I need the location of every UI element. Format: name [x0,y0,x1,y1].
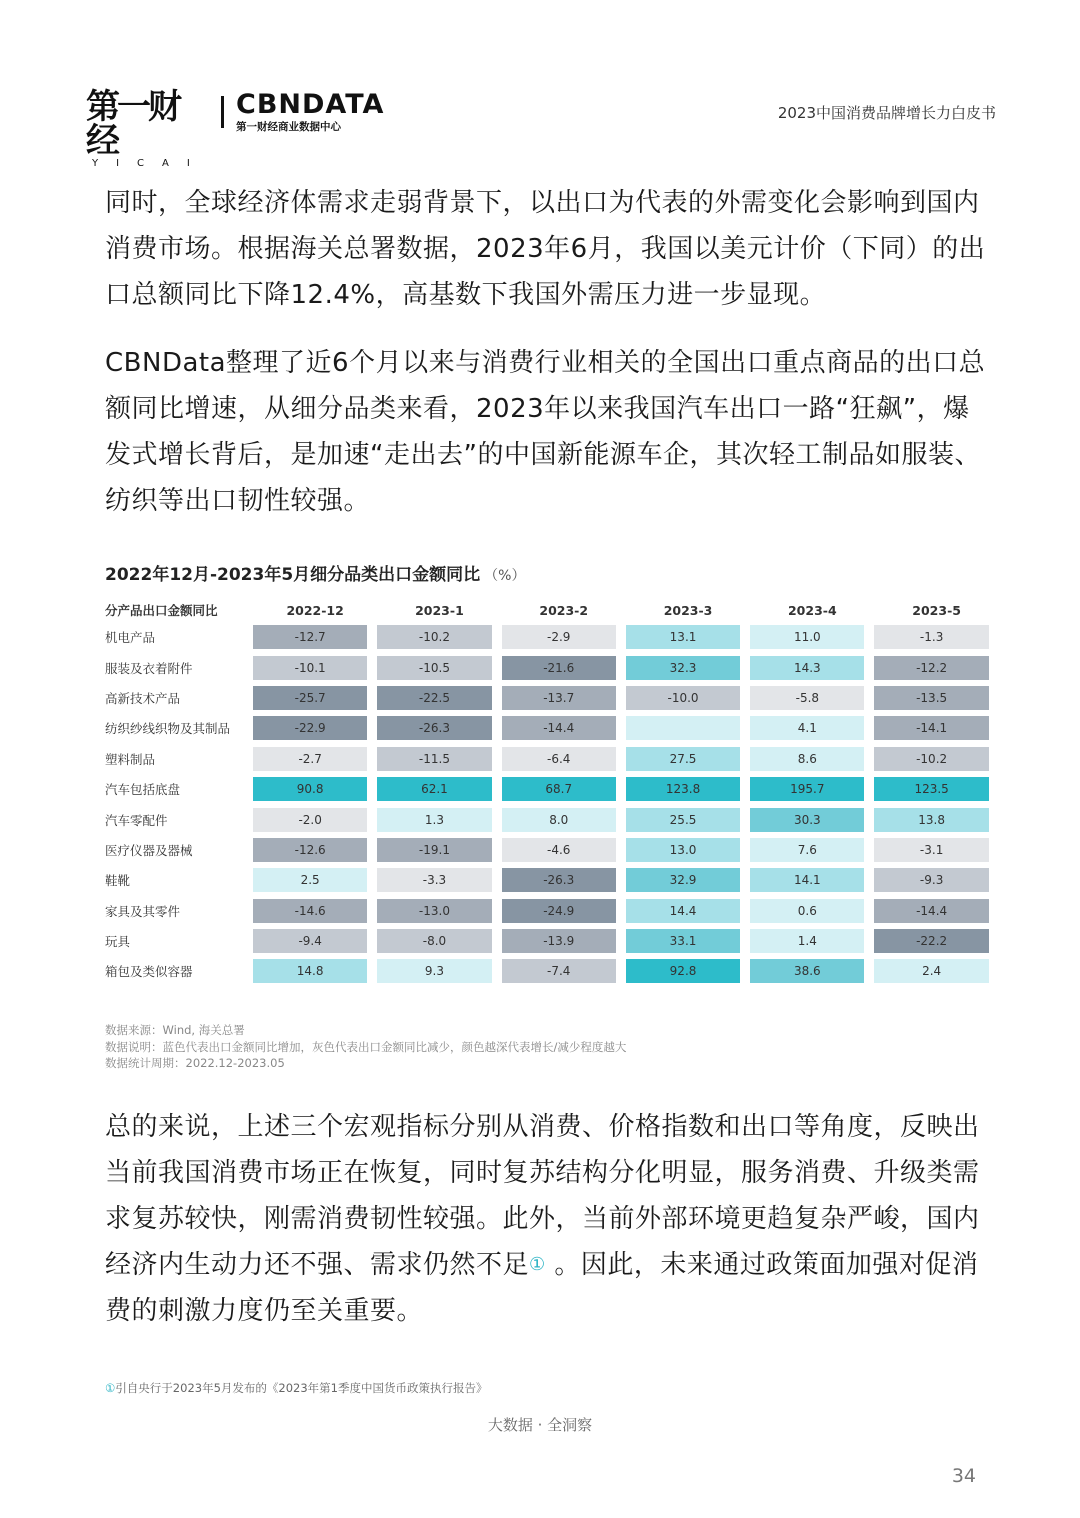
heatmap-cell-value: 9.3 [377,959,491,983]
page-header [86,87,996,169]
heatmap-cell [874,926,998,956]
heatmap-cell-value: 38.6 [750,959,864,983]
heatmap-cell [502,835,626,865]
heatmap-cell [626,622,750,652]
heatmap-cell-value: 2.5 [253,868,367,892]
heatmap-cell [874,774,998,804]
heatmap-cell [502,713,626,743]
heatmap-cell [253,835,377,865]
heatmap-row-label: 汽车包括底盘 [105,782,181,798]
heatmap-cell [377,744,501,774]
heatmap-row-label: 箱包及类似容器 [105,964,193,980]
heatmap-row-label: 塑料制品 [105,751,156,767]
heatmap-cell-value: 14.1 [750,868,864,892]
heatmap-cell-value: 8.6 [750,747,864,771]
heatmap-cell [874,835,998,865]
heatmap-cell [502,956,626,986]
heatmap-cell-value: -4.6 [502,838,616,862]
heatmap-cell-value: 1.3 [377,808,491,832]
footnote-reference-marker[interactable]: ① [529,1254,546,1275]
heatmap-row [105,804,999,834]
heatmap-row [105,652,999,682]
heatmap-cell-value: 14.8 [253,959,367,983]
heatmap-cell-value [626,716,740,740]
heatmap-cell-value: 8.0 [502,808,616,832]
heatmap-row-label: 鞋靴 [105,873,131,889]
heatmap-cell-value: -6.4 [502,747,616,771]
heatmap-row-label: 高新技术产品 [105,690,181,706]
heatmap-cell [750,652,874,682]
heatmap-row-label: 汽车零配件 [105,812,168,828]
heatmap-cell-value: 2.4 [874,959,988,983]
heatmap-cell-value: 13.1 [626,625,740,649]
summary-text-part2: 。因此，未来通过政策面加强对促消费的刺激力度仍至关重要。 [105,1250,979,1326]
heatmap-row [105,956,999,986]
heatmap-cell-value: -2.9 [502,625,616,649]
heatmap-row-label: 纺织纱线织物及其制品 [105,721,231,737]
paragraph-export-demand: 同时，全球经济体需求走弱背景下，以出口为代表的外需变化会影响到国内消费市场。根据海关总署数据，2023年6月，我国以美元计价（下同）的出口总额同比下降12.4%，高基数下我国外需压力进一步显现。 [105,188,986,310]
heatmap-row-label: 机电产品 [105,630,156,646]
heatmap-cell-value: -10.0 [626,686,740,710]
chart-note-source: 数据来源：Wind, 海关总署 [105,1023,245,1037]
paragraph-summary [105,1104,995,1334]
heatmap-cell-value: -2.0 [253,808,367,832]
heatmap-cell [377,896,501,926]
heatmap-cell-value: -12.6 [253,838,367,862]
heatmap-cell [253,744,377,774]
heatmap-cell [750,744,874,774]
heatmap-cell [626,774,750,804]
heatmap-cell-value: 30.3 [750,808,864,832]
heatmap-cell-value: -3.1 [874,838,988,862]
heatmap-cell-value: 33.1 [626,929,740,953]
heatmap-cell-value: 195.7 [750,777,864,801]
heatmap-cell-value: -13.5 [874,686,988,710]
heatmap-cell [253,622,377,652]
heatmap-cell [377,956,501,986]
export-heatmap-table [105,598,999,987]
heatmap-cell-value: 32.9 [626,868,740,892]
heatmap-row-label: 玩具 [105,934,131,950]
heatmap-cell-value: 92.8 [626,959,740,983]
yicai-logo-en: YICAI [92,158,208,169]
heatmap-cell-value: -10.1 [253,656,367,680]
heatmap-cell-value: 62.1 [377,777,491,801]
heatmap-row [105,713,999,743]
heatmap-row-label: 医疗仪器及器械 [105,842,193,858]
heatmap-cell [253,926,377,956]
heatmap-cell-value: 14.4 [626,899,740,923]
heatmap-cell-value: -1.3 [874,625,988,649]
heatmap-cell [253,652,377,682]
heatmap-cell [874,622,998,652]
heatmap-cell [874,744,998,774]
heatmap-cell [253,896,377,926]
chart-title [105,560,525,585]
heatmap-cell [626,652,750,682]
heatmap-cell-value: 25.5 [626,808,740,832]
heatmap-cell [750,865,874,895]
heatmap-cell-value: 32.3 [626,656,740,680]
heatmap-cell-value: -22.2 [874,929,988,953]
heatmap-cell [502,744,626,774]
heatmap-cell-value: 13.0 [626,838,740,862]
heatmap-cell-value: -22.5 [377,686,491,710]
heatmap-cell-value: -25.7 [253,686,367,710]
heatmap-cell [626,804,750,834]
heatmap-column-header: 2023-4 [787,602,837,618]
heatmap-row-label: 家具及其零件 [105,903,181,919]
heatmap-cell-value: -2.7 [253,747,367,771]
heatmap-header-row [105,598,999,622]
heatmap-cell [253,683,377,713]
heatmap-cell-value: -12.7 [253,625,367,649]
heatmap-cell-value: -26.3 [502,868,616,892]
heatmap-cell-value: -9.3 [874,868,988,892]
chart-note-period: 数据统计周期：2022.12-2023.05 [105,1056,285,1070]
heatmap-cell-value: 13.8 [874,808,988,832]
heatmap-cell [502,622,626,652]
heatmap-cell [502,804,626,834]
heatmap-cell [750,774,874,804]
heatmap-cell [377,865,501,895]
heatmap-cell-value: 68.7 [502,777,616,801]
heatmap-cell [253,865,377,895]
heatmap-cell-value: -26.3 [377,716,491,740]
heatmap-row-label: 服装及衣着附件 [105,660,193,676]
heatmap-cell [750,956,874,986]
page-number: 34 [951,1465,976,1487]
heatmap-column-header: 2023-3 [663,602,713,618]
heatmap-cell [626,956,750,986]
heatmap-row [105,865,999,895]
heatmap-cell-value: -7.4 [502,959,616,983]
heatmap-cell [750,835,874,865]
heatmap-cell-value: -14.4 [874,899,988,923]
heatmap-cell-value: 90.8 [253,777,367,801]
heatmap-cell-value: 123.5 [874,777,988,801]
heatmap-cell [750,713,874,743]
heatmap-cell [626,896,750,926]
heatmap-cell [874,896,998,926]
heatmap-body [105,622,999,987]
heatmap-row [105,926,999,956]
heatmap-cell-value: -22.9 [253,716,367,740]
heatmap-cell-value: 0.6 [750,899,864,923]
heatmap-cell [874,956,998,986]
heatmap-cell [874,683,998,713]
heatmap-cell [626,926,750,956]
heatmap-cell-value: 4.1 [750,716,864,740]
heatmap-cell-value: -21.6 [502,656,616,680]
heatmap-cell-value: 14.3 [750,656,864,680]
heatmap-cell [874,652,998,682]
chart-title-text: 2022年12月-2023年5月细分品类出口金额同比 [105,565,481,585]
heatmap-cell [377,804,501,834]
heatmap-cell-value: -10.2 [874,747,988,771]
heatmap-cell [750,622,874,652]
heatmap-cell [502,774,626,804]
heatmap-cell-value: -5.8 [750,686,864,710]
heatmap-row-header: 分产品出口金额同比 [105,603,218,618]
heatmap-cell [377,774,501,804]
yicai-logo [86,87,208,169]
document-title: 2023中国消费品牌增长力白皮书 [777,104,996,122]
heatmap-cell-value: -14.4 [502,716,616,740]
heatmap-cell [253,956,377,986]
heatmap-column-header: 2023-2 [539,602,589,618]
heatmap-row [105,622,999,652]
heatmap-row [105,774,999,804]
heatmap-cell-value: -9.4 [253,929,367,953]
chart-notes [105,1022,626,1072]
heatmap-cell [377,835,501,865]
heatmap-cell [874,865,998,895]
yicai-logo-text: 第一财经 [86,87,179,161]
heatmap-cell [377,652,501,682]
heatmap-cell-value: -13.9 [502,929,616,953]
heatmap-cell [377,713,501,743]
heatmap-cell [502,683,626,713]
heatmap-cell [253,774,377,804]
footnote-text: 引自央行于2023年5月发布的《2023年第1季度中国货币政策执行报告》 [115,1381,488,1395]
heatmap-cell-value: -14.6 [253,899,367,923]
footnote [105,1380,487,1396]
heatmap-cell [750,926,874,956]
heatmap-column-header: 2022-12 [286,602,344,618]
cbndata-logo-subtitle: 第一财经商业数据中心 [236,121,341,133]
heatmap-cell-value: -10.5 [377,656,491,680]
heatmap-column-header: 2023-5 [912,602,961,618]
heatmap-cell [874,804,998,834]
heatmap-cell [502,652,626,682]
heatmap-cell [626,865,750,895]
chart-note-explanation: 数据说明：蓝色代表出口金额同比增加，灰色代表出口金额同比减少，颜色越深代表增长/减少程度越大 [105,1039,627,1054]
footer-tagline: 大数据 · 全洞察 [487,1416,593,1434]
heatmap-row [105,744,999,774]
heatmap-cell-value: -14.1 [874,716,988,740]
heatmap-cell [626,835,750,865]
heatmap-cell [750,896,874,926]
paragraph-export-categories: CBNData整理了近6个月以来与消费行业相关的全国出口重点商品的出口总额同比增速，从细分品类来看，2023年以来我国汽车出口一路“狂飙”，爆发式增长背后，是加速“走出去”的中国新能源车企，其次轻工制品如服装、纺织等出口韧性较强。 [105,348,986,516]
heatmap-cell [502,865,626,895]
heatmap-cell [253,804,377,834]
heatmap-cell [377,683,501,713]
heatmap-cell [750,683,874,713]
heatmap-cell-value: 27.5 [626,747,740,771]
heatmap-cell-value: 11.0 [750,625,864,649]
heatmap-cell [253,713,377,743]
heatmap-cell-value: -13.0 [377,899,491,923]
footnote-marker: ① [105,1381,116,1395]
heatmap-cell [502,926,626,956]
heatmap-cell-value: -12.2 [874,656,988,680]
heatmap-cell [626,744,750,774]
heatmap-row [105,683,999,713]
heatmap-cell [502,896,626,926]
cbndata-logo-text: CBNDATA [236,89,385,120]
heatmap-cell-value: -8.0 [377,929,491,953]
heatmap-column-header: 2023-1 [415,602,464,618]
heatmap-cell [377,926,501,956]
chart-unit: （%） [484,568,526,584]
heatmap-cell-value: -11.5 [377,747,491,771]
heatmap-cell-value: 1.4 [750,929,864,953]
heatmap-cell-value: 7.6 [750,838,864,862]
heatmap-cell-value: -19.1 [377,838,491,862]
logo-divider [221,96,224,128]
heatmap-cell-value: -10.2 [377,625,491,649]
heatmap-row [105,896,999,926]
heatmap-cell [750,804,874,834]
heatmap-row [105,835,999,865]
heatmap-cell-value: -24.9 [502,899,616,923]
heatmap-cell-value: -3.3 [377,868,491,892]
heatmap-cell [377,622,501,652]
cbndata-logo [236,90,384,134]
heatmap-cell-value: 123.8 [626,777,740,801]
heatmap-cell-value: -13.7 [502,686,616,710]
heatmap-cell [626,713,750,743]
summary-text-part1: 总的来说，上述三个宏观指标分别从消费、价格指数和出口等角度，反映出当前我国消费市场正在恢复，同时复苏结构分化明显，服务消费、升级类需求复苏较快，刚需消费韧性较强。此外，当前外部环境更趋复杂严峻，国内经济内生动力还不强、需求仍然不足 [105,1112,980,1280]
heatmap-cell [626,683,750,713]
heatmap-cell [874,713,998,743]
